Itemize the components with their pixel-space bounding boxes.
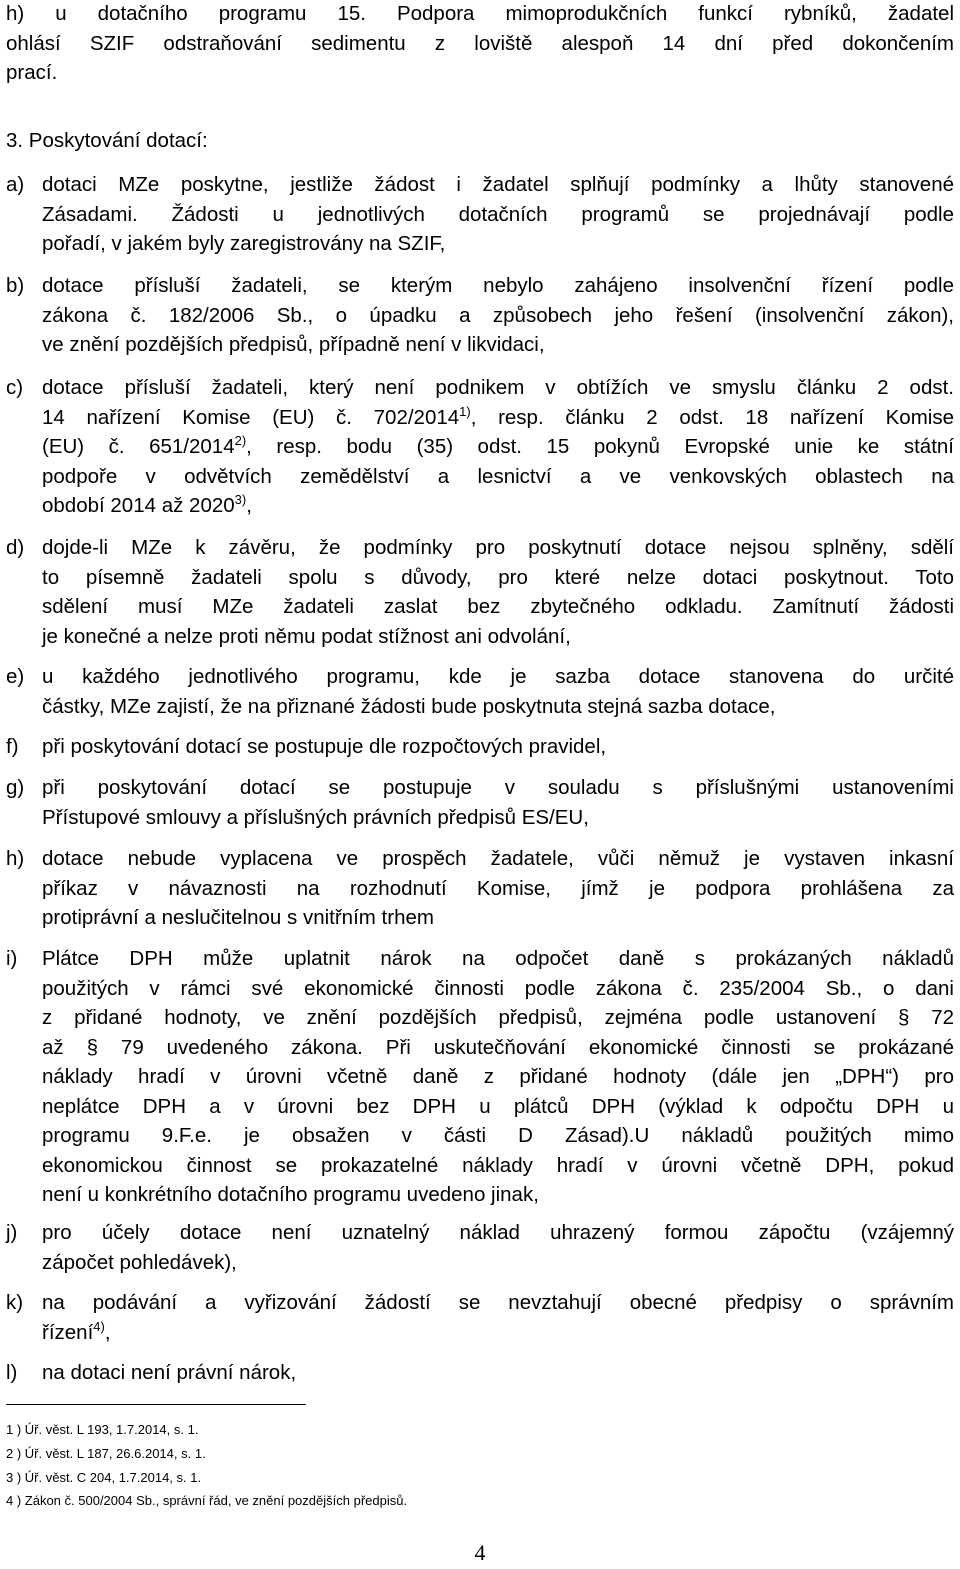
list-marker: e) [6,665,25,688]
section-heading-text: 3. Poskytování dotací: [6,129,208,152]
footnote-3: 3 ) Úř. věst. C 204, 1.7.2014, s. 1. [6,1470,202,1485]
text-line [42,432,954,462]
footnote-ref: 4) [93,1318,105,1334]
list-item-body [42,732,954,762]
text-line: podpoře v odvětvích zemědělství a lesnictví a ve venkovských oblastech na [42,464,954,488]
footnote-ref: 1) [459,403,471,419]
list-marker: i) [6,947,18,970]
text-line: pro účely dotace není uznatelný náklad uhrazený formou zápočtu (vzájemný [42,1221,954,1244]
text-line: z přidané hodnoty, ve znění pozdějších předpisů, zejména podle ustanovení § 72 [42,1006,954,1029]
text-line: je konečné a nelze proti němu podat stížnost ani odvolání, [42,624,571,648]
text-line: až § 79 uvedeného zákona. Při uskutečňování ekonomické činnosti se prokázané [42,1035,954,1059]
footnote-ref: 3) [234,492,247,507]
footnote-separator [6,1404,306,1405]
list-item-body [42,1218,954,1277]
footnote-ref: 2) [234,433,247,448]
list-item-body [42,1358,954,1388]
text-line: použitých v rámci své ekonomické činnosti podle zákona č. 235/2004 Sb., o dani [42,976,954,1000]
text-line: dotace přísluší žadateli, se kterým nebylo zahájeno insolvenční řízení podle [42,274,954,297]
list-marker: b) [6,274,25,297]
list-item-body [42,373,954,521]
text-line: při poskytování dotací se postupuje v souladu s příslušnými ustanoveními [42,776,954,799]
list-marker: j) [6,1221,18,1244]
list-marker: c) [6,376,24,399]
text-fragment: , [104,1320,111,1344]
list-item-body [42,662,954,721]
text-line [42,403,954,433]
text-line: náklady hradí v úrovni včetně daně z přidané hodnoty (dále jen „DPH“) pro [42,1065,954,1088]
intro-paragraph [6,0,954,88]
text-fragment: řízení [42,1320,94,1344]
list-item-body [42,944,954,1210]
text-line: prací. [6,61,58,84]
text-fragment: 14 nařízení Komise (EU) č. 702/2014 [42,405,460,429]
text-line: dotace přísluší žadateli, který není podnikem v obtížích ve smyslu článku 2 odst. [42,376,954,399]
section-heading [6,126,954,156]
text-line: pořadí, v jakém byly zaregistrovány na SZIF, [42,232,446,255]
text-line: h) u dotačního programu 15. Podpora mimoprodukčních funkcí rybníků, žadatel [6,2,954,25]
text-line: na podávání a vyřizování žádostí se nevztahují obecné předpisy o správním [42,1291,954,1314]
text-line: sdělení musí MZe žadateli zaslat bez zbytečného odkladu. Zamítnutí žádosti [42,595,954,618]
text-line: zákona č. 182/2006 Sb., o úpadku a způsobech jeho řešení (insolvenční zákon), [42,303,954,327]
text-line: Přístupové smlouvy a příslušných právních předpisů ES/EU, [42,805,589,829]
text-fragment: , resp. bodu (35) odst. 15 pokynů Evropské unie ke státní [246,435,954,458]
text-line: částky, MZe zajistí, že na přiznané žádosti bude poskytnuta stejná sazba dotace, [42,694,776,718]
list-marker: h) [6,847,25,870]
list-marker: a) [6,173,25,196]
text-line: protiprávní a neslučitelnou s vnitřním trhem [42,906,434,929]
text-fragment: období 2014 až 2020 [42,494,235,517]
list-marker: k) [6,1291,24,1314]
list-marker: f) [6,735,19,758]
text-line: na dotaci není právní nárok, [42,1361,297,1384]
text-line: dotace nebude vyplacena ve prospěch žadatele, vůči němuž je vystaven inkasní [42,847,954,870]
list-marker: l) [6,1361,18,1384]
text-line [42,1318,954,1348]
text-line: ohlásí SZIF odstraňování sedimentu z loviště alespoň 14 dní před dokončením [6,31,954,55]
list-item-body [42,773,954,832]
text-line: není u konkrétního dotačního programu uvedeno jinak, [42,1183,539,1206]
text-line: Plátce DPH může uplatnit nárok na odpočet daně s prokázaných nákladů [42,947,954,970]
list-item-body [42,1288,954,1347]
text-line: dotaci MZe poskytne, jestliže žádost i žadatel splňují podmínky a lhůty stanovené [42,173,954,196]
text-fragment: , [246,494,252,517]
text-line: ve znění pozdějších předpisů, případně není v likvidaci, [42,333,545,356]
footnote-1: 1 ) Úř. věst. L 193, 1.7.2014, s. 1. [6,1422,199,1437]
list-marker: d) [6,536,25,559]
text-line: to písemně žadateli spolu s důvody, pro které nelze dotaci poskytnout. Toto [42,565,954,589]
list-marker: g) [6,776,25,799]
list-item-body [42,271,954,360]
text-line: zápočet pohledávek), [42,1250,237,1274]
text-line: ekonomickou činnost se prokazatelné náklady hradí v úrovni včetně DPH, pokud [42,1153,954,1177]
text-line [42,491,954,521]
list-item-body [42,844,954,933]
list-item-body [42,533,954,651]
text-fragment: (EU) č. 651/2014 [42,435,235,458]
footnote-2: 2 ) Úř. věst. L 187, 26.6.2014, s. 1. [6,1446,206,1461]
text-line: neplátce DPH a v úrovni bez DPH u plátců DPH (výklad k odpočtu DPH u [42,1094,954,1118]
page-number: 4 [474,1540,486,1565]
text-line: Zásadami. Žádosti u jednotlivých dotačních programů se projednávají podle [42,202,954,226]
list-item-body [42,170,954,259]
text-line: u každého jednotlivého programu, kde je sazba dotace stanovena do určité [42,665,954,688]
text-line: dojde-li MZe k závěru, že podmínky pro poskytnutí dotace nejsou splněny, sdělí [42,536,954,559]
text-fragment: , resp. článku 2 odst. 18 nařízení Komise [470,405,954,429]
text-line: příkaz v návaznosti na rozhodnutí Komise, jímž je podpora prohlášena za [42,876,954,900]
footnote-4: 4 ) Zákon č. 500/2004 Sb., správní řád, ve znění pozdějších předpisů. [6,1493,408,1508]
text-line: programu 9.F.e. je obsažen v části D Zásad).U nákladů použitých mimo [42,1124,954,1147]
text-line: při poskytování dotací se postupuje dle rozpočtových pravidel, [42,735,607,758]
